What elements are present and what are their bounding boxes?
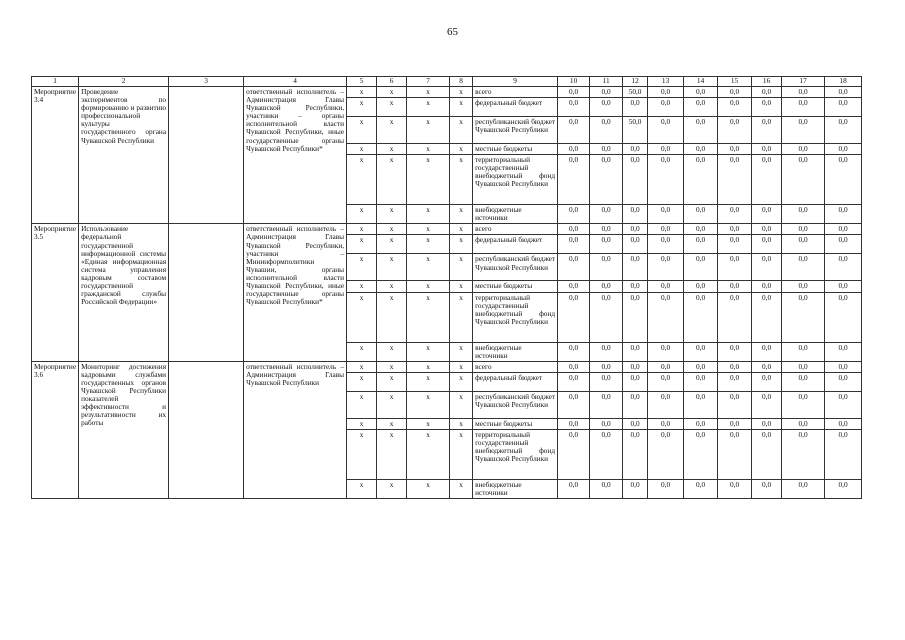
code-cell: x — [407, 391, 450, 418]
amount-cell: 0,0 — [648, 144, 684, 155]
funding-source: территориальный государственный внебюджетный фонд Чувашской Республики — [473, 155, 558, 205]
amount-cell: 0,0 — [782, 155, 825, 205]
code-cell: x — [347, 205, 377, 224]
amount-cell: 0,0 — [558, 479, 590, 498]
code-cell: x — [347, 391, 377, 418]
code-cell: x — [450, 292, 473, 342]
column-number-row — [32, 77, 862, 87]
column-number: 2 — [79, 77, 169, 87]
amount-cell: 0,0 — [684, 87, 718, 98]
amount-cell: 0,0 — [684, 342, 718, 361]
amount-cell: 0,0 — [648, 292, 684, 342]
code-cell: x — [347, 342, 377, 361]
amount-cell: 0,0 — [590, 361, 623, 372]
code-cell: x — [377, 342, 407, 361]
amount-cell: 50,0 — [623, 87, 648, 98]
amount-cell: 0,0 — [718, 117, 752, 144]
amount-cell: 0,0 — [590, 429, 623, 479]
amount-cell: 0,0 — [648, 391, 684, 418]
code-cell: x — [450, 479, 473, 498]
amount-cell: 0,0 — [718, 391, 752, 418]
code-cell: x — [377, 155, 407, 205]
code-cell: x — [450, 144, 473, 155]
code-cell: x — [407, 372, 450, 391]
amount-cell: 0,0 — [590, 144, 623, 155]
code-cell: x — [407, 292, 450, 342]
amount-cell: 0,0 — [782, 87, 825, 98]
amount-cell: 0,0 — [718, 235, 752, 254]
amount-cell: 0,0 — [752, 479, 782, 498]
amount-cell: 0,0 — [825, 235, 862, 254]
amount-cell: 0,0 — [718, 155, 752, 205]
amount-cell: 0,0 — [590, 155, 623, 205]
amount-cell: 0,0 — [558, 342, 590, 361]
amount-cell: 0,0 — [648, 342, 684, 361]
amount-cell: 0,0 — [684, 205, 718, 224]
amount-cell: 0,0 — [623, 391, 648, 418]
funding-source: территориальный государственный внебюджетный фонд Чувашской Республики — [473, 429, 558, 479]
code-cell: x — [450, 342, 473, 361]
amount-cell: 0,0 — [825, 292, 862, 342]
column-number: 17 — [782, 77, 825, 87]
amount-cell: 0,0 — [558, 87, 590, 98]
amount-cell: 0,0 — [752, 235, 782, 254]
page-number: 65 — [447, 26, 458, 38]
amount-cell: 0,0 — [718, 205, 752, 224]
code-cell: x — [407, 361, 450, 372]
amount-cell: 0,0 — [590, 292, 623, 342]
amount-cell: 0,0 — [782, 235, 825, 254]
amount-cell: 0,0 — [558, 144, 590, 155]
event-col3 — [169, 361, 244, 498]
amount-cell: 0,0 — [684, 361, 718, 372]
code-cell: x — [377, 98, 407, 117]
column-number: 7 — [407, 77, 450, 87]
amount-cell: 0,0 — [648, 87, 684, 98]
column-number: 5 — [347, 77, 377, 87]
amount-cell: 0,0 — [648, 117, 684, 144]
amount-cell: 0,0 — [648, 235, 684, 254]
amount-cell: 0,0 — [558, 281, 590, 292]
funding-source: местные бюджеты — [473, 144, 558, 155]
code-cell: x — [407, 155, 450, 205]
amount-cell: 0,0 — [718, 418, 752, 429]
amount-cell: 0,0 — [718, 342, 752, 361]
event-name: Использование федеральной государственной информационной системы «Единая информационная система управления кадровым составом государственной гражданской службы Российской Федерации» — [79, 224, 169, 361]
amount-cell: 0,0 — [684, 144, 718, 155]
column-number: 18 — [825, 77, 862, 87]
funding-source: внебюджетные источники — [473, 205, 558, 224]
amount-cell: 0,0 — [718, 87, 752, 98]
amount-cell: 0,0 — [623, 479, 648, 498]
code-cell: x — [407, 144, 450, 155]
amount-cell: 0,0 — [718, 254, 752, 281]
code-cell: x — [450, 117, 473, 144]
amount-cell: 0,0 — [782, 292, 825, 342]
column-number: 13 — [648, 77, 684, 87]
amount-cell: 0,0 — [782, 372, 825, 391]
amount-cell: 0,0 — [782, 117, 825, 144]
code-cell: x — [347, 155, 377, 205]
amount-cell: 0,0 — [825, 429, 862, 479]
amount-cell: 0,0 — [558, 205, 590, 224]
amount-cell: 0,0 — [623, 144, 648, 155]
amount-cell: 0,0 — [825, 205, 862, 224]
amount-cell: 0,0 — [782, 205, 825, 224]
code-cell: x — [377, 205, 407, 224]
amount-cell: 0,0 — [590, 418, 623, 429]
amount-cell: 0,0 — [648, 254, 684, 281]
event-name: Проведение экспериментов по формированию и развитию профессиональной культуры государственного органа Чувашской Республики — [79, 87, 169, 224]
code-cell: x — [450, 391, 473, 418]
code-cell: x — [347, 117, 377, 144]
funding-source: всего — [473, 361, 558, 372]
amount-cell: 0,0 — [782, 429, 825, 479]
code-cell: x — [407, 254, 450, 281]
column-number: 16 — [752, 77, 782, 87]
amount-cell: 0,0 — [684, 479, 718, 498]
amount-cell: 0,0 — [648, 205, 684, 224]
amount-cell: 0,0 — [825, 87, 862, 98]
code-cell: x — [347, 361, 377, 372]
amount-cell: 0,0 — [752, 418, 782, 429]
column-number: 14 — [684, 77, 718, 87]
amount-cell: 0,0 — [752, 87, 782, 98]
code-cell: x — [347, 254, 377, 281]
code-cell: x — [407, 87, 450, 98]
amount-cell: 0,0 — [590, 281, 623, 292]
event-code: Мероприятие 3.6 — [32, 361, 79, 498]
code-cell: x — [347, 224, 377, 235]
event-col3 — [169, 87, 244, 224]
amount-cell: 0,0 — [752, 391, 782, 418]
code-cell: x — [407, 342, 450, 361]
funding-source: федеральный бюджет — [473, 235, 558, 254]
amount-cell: 0,0 — [825, 98, 862, 117]
amount-cell: 0,0 — [648, 281, 684, 292]
funding-source: внебюджетные источники — [473, 342, 558, 361]
amount-cell: 0,0 — [648, 479, 684, 498]
amount-cell: 0,0 — [752, 372, 782, 391]
code-cell: x — [377, 144, 407, 155]
code-cell: x — [347, 144, 377, 155]
funding-source: республиканский бюджет Чувашской Республики — [473, 391, 558, 418]
amount-cell: 0,0 — [558, 429, 590, 479]
amount-cell: 0,0 — [825, 254, 862, 281]
funding-source: всего — [473, 224, 558, 235]
amount-cell: 0,0 — [684, 418, 718, 429]
code-cell: x — [347, 87, 377, 98]
amount-cell: 0,0 — [825, 144, 862, 155]
amount-cell: 0,0 — [558, 391, 590, 418]
code-cell: x — [450, 254, 473, 281]
amount-cell: 0,0 — [590, 87, 623, 98]
amount-cell: 0,0 — [752, 224, 782, 235]
amount-cell: 0,0 — [718, 372, 752, 391]
column-number: 4 — [244, 77, 347, 87]
amount-cell: 0,0 — [718, 281, 752, 292]
amount-cell: 0,0 — [623, 292, 648, 342]
code-cell: x — [377, 224, 407, 235]
column-number: 12 — [623, 77, 648, 87]
amount-cell: 0,0 — [558, 98, 590, 117]
amount-cell: 0,0 — [718, 479, 752, 498]
amount-cell: 0,0 — [782, 144, 825, 155]
amount-cell: 0,0 — [590, 205, 623, 224]
amount-cell: 0,0 — [623, 361, 648, 372]
amount-cell: 0,0 — [590, 342, 623, 361]
code-cell: x — [377, 429, 407, 479]
amount-cell: 0,0 — [825, 391, 862, 418]
column-number: 11 — [590, 77, 623, 87]
amount-cell: 0,0 — [648, 429, 684, 479]
event-col3 — [169, 224, 244, 361]
amount-cell: 0,0 — [782, 281, 825, 292]
event-executor: ответственный исполнитель – Администрация Главы Чувашской Республики, участники – Мининформполитики Чувашии, органы исполнительной власти Чувашской Республики, иные государственные органы Чувашской Республики* — [244, 224, 347, 361]
code-cell: x — [450, 418, 473, 429]
code-cell: x — [377, 361, 407, 372]
amount-cell: 0,0 — [684, 235, 718, 254]
amount-cell: 0,0 — [825, 281, 862, 292]
amount-cell: 0,0 — [825, 418, 862, 429]
amount-cell: 50,0 — [623, 117, 648, 144]
code-cell: x — [347, 235, 377, 254]
code-cell: x — [450, 224, 473, 235]
code-cell: x — [347, 292, 377, 342]
amount-cell: 0,0 — [590, 372, 623, 391]
code-cell: x — [347, 429, 377, 479]
amount-cell: 0,0 — [825, 155, 862, 205]
amount-cell: 0,0 — [648, 155, 684, 205]
funding-source: республиканский бюджет Чувашской Республики — [473, 254, 558, 281]
code-cell: x — [407, 281, 450, 292]
amount-cell: 0,0 — [590, 117, 623, 144]
amount-cell: 0,0 — [684, 429, 718, 479]
column-number: 3 — [169, 77, 244, 87]
amount-cell: 0,0 — [623, 342, 648, 361]
amount-cell: 0,0 — [623, 281, 648, 292]
amount-cell: 0,0 — [782, 479, 825, 498]
amount-cell: 0,0 — [558, 224, 590, 235]
amount-cell: 0,0 — [648, 98, 684, 117]
code-cell: x — [377, 87, 407, 98]
amount-cell: 0,0 — [752, 292, 782, 342]
amount-cell: 0,0 — [623, 372, 648, 391]
amount-cell: 0,0 — [718, 429, 752, 479]
amount-cell: 0,0 — [558, 235, 590, 254]
funding-source: местные бюджеты — [473, 418, 558, 429]
amount-cell: 0,0 — [558, 418, 590, 429]
amount-cell: 0,0 — [752, 205, 782, 224]
amount-cell: 0,0 — [684, 281, 718, 292]
amount-cell: 0,0 — [782, 418, 825, 429]
amount-cell: 0,0 — [590, 479, 623, 498]
code-cell: x — [450, 98, 473, 117]
amount-cell: 0,0 — [648, 361, 684, 372]
code-cell: x — [377, 418, 407, 429]
amount-cell: 0,0 — [825, 342, 862, 361]
amount-cell: 0,0 — [718, 292, 752, 342]
code-cell: x — [450, 87, 473, 98]
amount-cell: 0,0 — [590, 235, 623, 254]
funding-source: федеральный бюджет — [473, 98, 558, 117]
code-cell: x — [347, 281, 377, 292]
amount-cell: 0,0 — [684, 372, 718, 391]
amount-cell: 0,0 — [590, 224, 623, 235]
event-name: Мониторинг достижения кадровыми службами государственных органов Чувашской Республики показателей эффективности и результативности их работы — [79, 361, 169, 498]
code-cell: x — [377, 372, 407, 391]
code-cell: x — [407, 418, 450, 429]
event-code: Мероприятие 3.4 — [32, 87, 79, 224]
amount-cell: 0,0 — [558, 372, 590, 391]
amount-cell: 0,0 — [590, 254, 623, 281]
amount-cell: 0,0 — [648, 224, 684, 235]
code-cell: x — [407, 117, 450, 144]
event-executor: ответственный исполнитель – Администрация Главы Чувашской Республики, участники – органы исполнительной власти Чувашской Республики, иные государственные органы Чувашской Республики* — [244, 87, 347, 224]
table-row — [32, 87, 862, 98]
code-cell: x — [347, 98, 377, 117]
amount-cell: 0,0 — [752, 342, 782, 361]
amount-cell: 0,0 — [752, 254, 782, 281]
amount-cell: 0,0 — [684, 391, 718, 418]
amount-cell: 0,0 — [623, 235, 648, 254]
funding-source: всего — [473, 87, 558, 98]
amount-cell: 0,0 — [752, 361, 782, 372]
column-number: 1 — [32, 77, 79, 87]
event-code: Мероприятие 3.5 — [32, 224, 79, 361]
amount-cell: 0,0 — [825, 372, 862, 391]
amount-cell: 0,0 — [782, 224, 825, 235]
amount-cell: 0,0 — [590, 391, 623, 418]
amount-cell: 0,0 — [752, 117, 782, 144]
code-cell: x — [407, 98, 450, 117]
code-cell: x — [347, 479, 377, 498]
code-cell: x — [377, 281, 407, 292]
amount-cell: 0,0 — [648, 372, 684, 391]
code-cell: x — [347, 372, 377, 391]
amount-cell: 0,0 — [782, 254, 825, 281]
column-number: 6 — [377, 77, 407, 87]
code-cell: x — [450, 429, 473, 479]
amount-cell: 0,0 — [825, 224, 862, 235]
amount-cell: 0,0 — [825, 117, 862, 144]
amount-cell: 0,0 — [648, 418, 684, 429]
code-cell: x — [407, 429, 450, 479]
funding-source: местные бюджеты — [473, 281, 558, 292]
amount-cell: 0,0 — [782, 342, 825, 361]
amount-cell: 0,0 — [684, 292, 718, 342]
amount-cell: 0,0 — [684, 224, 718, 235]
column-number: 15 — [718, 77, 752, 87]
code-cell: x — [450, 281, 473, 292]
code-cell: x — [377, 117, 407, 144]
code-cell: x — [407, 205, 450, 224]
amount-cell: 0,0 — [558, 361, 590, 372]
code-cell: x — [450, 235, 473, 254]
amount-cell: 0,0 — [825, 361, 862, 372]
amount-cell: 0,0 — [718, 144, 752, 155]
amount-cell: 0,0 — [782, 391, 825, 418]
amount-cell: 0,0 — [752, 144, 782, 155]
amount-cell: 0,0 — [558, 155, 590, 205]
amount-cell: 0,0 — [825, 479, 862, 498]
amount-cell: 0,0 — [718, 224, 752, 235]
code-cell: x — [347, 418, 377, 429]
amount-cell: 0,0 — [782, 98, 825, 117]
code-cell: x — [407, 235, 450, 254]
column-number: 8 — [450, 77, 473, 87]
table-row — [32, 361, 862, 372]
amount-cell: 0,0 — [718, 361, 752, 372]
amount-cell: 0,0 — [623, 254, 648, 281]
funding-source: территориальный государственный внебюджетный фонд Чувашской Республики — [473, 292, 558, 342]
column-number: 9 — [473, 77, 558, 87]
code-cell: x — [450, 155, 473, 205]
amount-cell: 0,0 — [558, 292, 590, 342]
amount-cell: 0,0 — [623, 418, 648, 429]
code-cell: x — [377, 479, 407, 498]
code-cell: x — [377, 235, 407, 254]
code-cell: x — [450, 205, 473, 224]
amount-cell: 0,0 — [752, 98, 782, 117]
code-cell: x — [377, 292, 407, 342]
amount-cell: 0,0 — [684, 98, 718, 117]
amount-cell: 0,0 — [623, 429, 648, 479]
code-cell: x — [450, 372, 473, 391]
amount-cell: 0,0 — [684, 254, 718, 281]
code-cell: x — [450, 361, 473, 372]
code-cell: x — [377, 254, 407, 281]
code-cell: x — [377, 391, 407, 418]
amount-cell: 0,0 — [782, 361, 825, 372]
amount-cell: 0,0 — [752, 429, 782, 479]
amount-cell: 0,0 — [718, 98, 752, 117]
column-number: 10 — [558, 77, 590, 87]
amount-cell: 0,0 — [590, 98, 623, 117]
amount-cell: 0,0 — [623, 98, 648, 117]
event-executor: ответственный исполнитель – Администрация Главы Чувашской Республики — [244, 361, 347, 498]
amount-cell: 0,0 — [623, 155, 648, 205]
amount-cell: 0,0 — [558, 254, 590, 281]
funding-source: федеральный бюджет — [473, 372, 558, 391]
program-table — [31, 76, 862, 499]
code-cell: x — [407, 479, 450, 498]
funding-source: республиканский бюджет Чувашской Республики — [473, 117, 558, 144]
table-row — [32, 224, 862, 235]
amount-cell: 0,0 — [623, 205, 648, 224]
funding-source: внебюджетные источники — [473, 479, 558, 498]
amount-cell: 0,0 — [752, 281, 782, 292]
amount-cell: 0,0 — [684, 155, 718, 205]
code-cell: x — [407, 224, 450, 235]
amount-cell: 0,0 — [752, 155, 782, 205]
amount-cell: 0,0 — [558, 117, 590, 144]
amount-cell: 0,0 — [623, 224, 648, 235]
amount-cell: 0,0 — [684, 117, 718, 144]
